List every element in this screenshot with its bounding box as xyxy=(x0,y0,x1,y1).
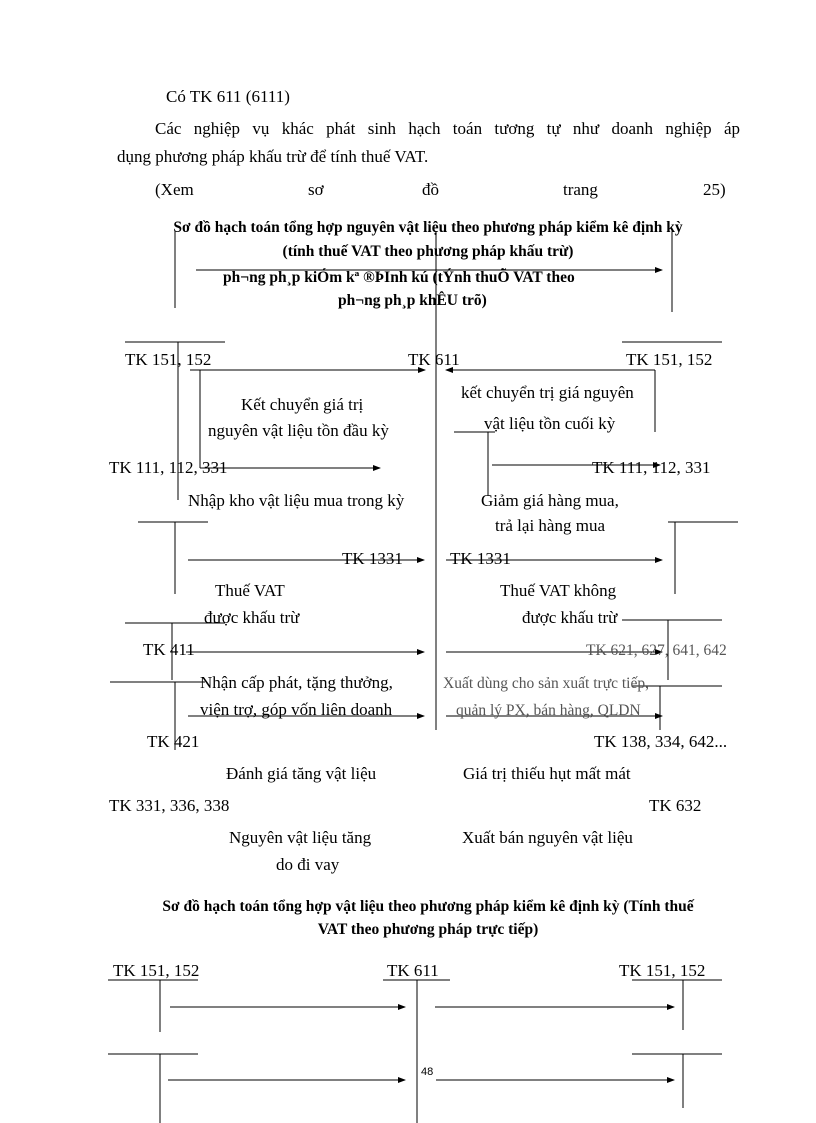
label-nvl-tang-1: Nguyên vật liệu tăng xyxy=(229,828,372,847)
label-thieu-hut: Giá trị thiếu hụt mất mát xyxy=(463,764,631,783)
account-tk111-left: TK 111, 112, 331 xyxy=(109,458,228,477)
label-thue-kt-2: được khấu trừ xyxy=(204,608,300,627)
label-giam-gia-1: Giảm giá hàng mua, xyxy=(481,491,619,510)
xem-word-1: (Xem xyxy=(155,180,194,199)
paragraph-line-1: Các nghiệp vụ khác phát sinh hạch toán tương tự như doanh nghiệp áp xyxy=(155,119,740,138)
xem-word-3: đồ xyxy=(422,180,439,199)
label-kc-dauky-1: Kết chuyển giá trị xyxy=(241,395,364,414)
account-tk1331-left: TK 1331 xyxy=(342,549,403,568)
account-tk621: TK 621, 627, 641, 642 xyxy=(586,642,727,659)
diagram2-account-tk151-left: TK 151, 152 xyxy=(113,961,200,980)
label-giam-gia-2: trả lại hàng mua xyxy=(495,516,605,535)
diagram2-account-tk611: TK 611 xyxy=(387,961,439,980)
label-nvl-tang-2: do đi vay xyxy=(276,855,340,874)
label-nhan-cap-1: Nhận cấp phát, tặng thưởng, xyxy=(200,673,393,692)
diagram1-title-line-2: (tính thuế VAT theo phương pháp khấu trừ) xyxy=(282,243,574,260)
diagram1-title-line-1: Sơ đồ hạch toán tổng hợp nguyên vật liệu theo phương pháp kiểm kê định kỳ xyxy=(173,219,683,236)
label-xuat-ban: Xuất bán nguyên vật liệu xyxy=(462,828,633,847)
label-xuat-dung-1: Xuất dùng cho sản xuất trực tiếp, xyxy=(443,675,649,692)
account-tk331: TK 331, 336, 338 xyxy=(109,796,230,815)
account-tk151-left: TK 151, 152 xyxy=(125,350,212,369)
account-tk611: TK 611 xyxy=(408,350,460,369)
label-nhan-cap-2: viện trợ, góp vốn liên doanh xyxy=(200,700,393,719)
xem-word-4: trang xyxy=(563,180,598,199)
diagram2-account-tk151-right: TK 151, 152 xyxy=(619,961,706,980)
diagram2-title-line-1: Sơ đồ hạch toán tổng hợp vật liệu theo phương pháp kiểm kê định kỳ (Tính thuế xyxy=(162,898,694,915)
account-tk421: TK 421 xyxy=(147,732,200,751)
page-number: 48 xyxy=(421,1066,434,1078)
account-tk632: TK 632 xyxy=(649,796,702,815)
credit-line: Có TK 611 (6111) xyxy=(166,87,290,106)
account-tk1331-right: TK 1331 xyxy=(450,549,511,568)
label-thue-kt-1: Thuế VAT xyxy=(215,581,285,600)
account-tk151-right: TK 151, 152 xyxy=(626,350,713,369)
xem-word-5: 25) xyxy=(703,180,726,199)
diagram1-garbled-line-2: ph¬ng ph¸p khÊU trõ) xyxy=(338,292,487,309)
account-tk411: TK 411 xyxy=(143,640,195,659)
label-xuat-dung-2: quản lý PX, bán hàng, QLDN xyxy=(456,702,641,719)
label-thue-kkt-2: được khấu trừ xyxy=(522,608,618,627)
xem-word-2: sơ xyxy=(308,180,324,199)
paragraph-line-2: dụng phương pháp khấu trừ để tính thuế VAT. xyxy=(117,147,429,166)
label-kc-cuoiky-1: kết chuyển trị giá nguyên xyxy=(461,383,634,402)
account-tk111-right: TK 111, 112, 331 xyxy=(592,458,711,477)
account-tk138: TK 138, 334, 642... xyxy=(594,732,728,751)
label-thue-kkt-1: Thuế VAT không xyxy=(500,581,617,600)
label-kc-cuoiky-2: vật liệu tồn cuối kỳ xyxy=(484,414,616,433)
label-nhap-kho: Nhập kho vật liệu mua trong kỳ xyxy=(188,491,405,510)
diagram2-title-line-2: VAT theo phương pháp trực tiếp) xyxy=(317,921,539,938)
label-danh-gia: Đánh giá tăng vật liệu xyxy=(226,764,377,783)
diagram1-garbled-line-1: ph¬ng ph¸p kiÓm kª ®ÞInh kú (tÝnh thuÕ VAT theo xyxy=(223,269,575,286)
label-kc-dauky-2: nguyên vật liệu tồn đầu kỳ xyxy=(208,421,389,440)
